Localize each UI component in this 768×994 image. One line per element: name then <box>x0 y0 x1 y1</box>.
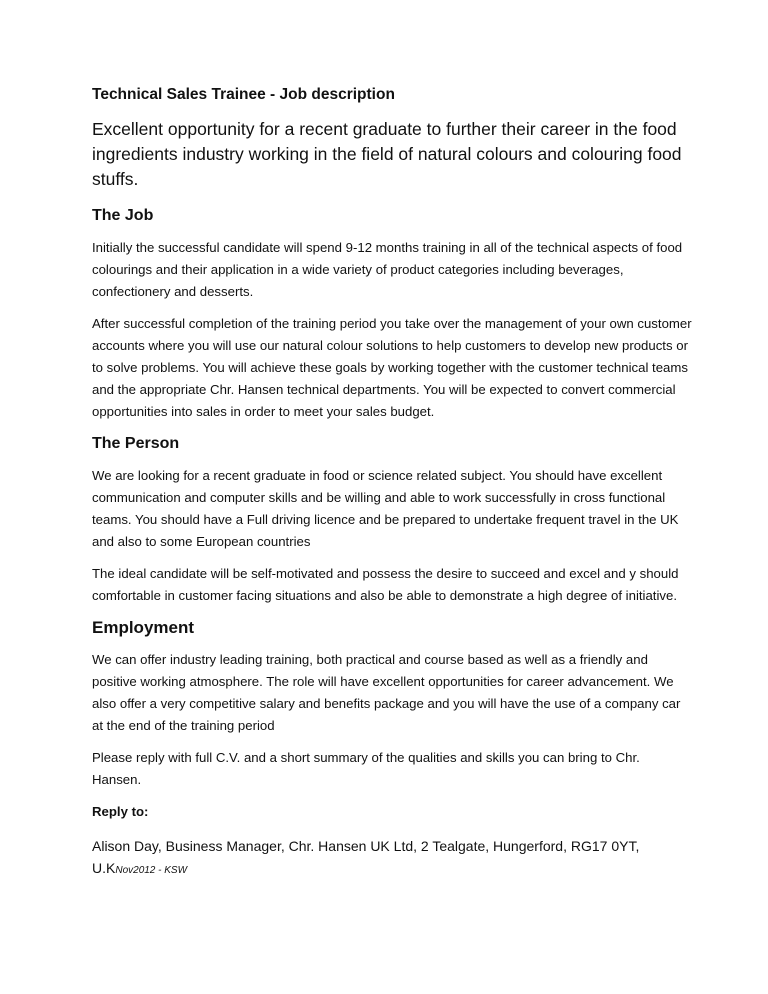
section-heading-job: The Job <box>92 207 154 224</box>
employment-paragraph-1: We can offer industry leading training, both practical and course based as well as a friendly and positive working atmosphere. The role will have excellent opportunities for career advancement. We also offer a very competitive salary and benefits package and you will have the use of a company car at the end of the training period <box>92 652 681 733</box>
person-paragraph-2: The ideal candidate will be self-motivated and possess the desire to succeed and excel and y should comfortable in customer facing situations and also be able to demonstrate a high degree of initiative. <box>92 566 679 603</box>
employment-paragraph-2: Please reply with full C.V. and a short summary of the qualities and skills you can bring to Chr. Hansen. <box>92 750 640 787</box>
reply-address: Alison Day, Business Manager, Chr. Hansen UK Ltd, 2 Tealgate, Hungerford, RG17 0YT, U.K <box>92 838 640 876</box>
document-title: Technical Sales Trainee - Job description <box>92 86 395 103</box>
person-paragraph-1: We are looking for a recent graduate in food or science related subject. You should have excellent communication and computer skills and be willing and able to work successfully in cross functional teams. You should have a Full driving licence and be prepared to undertake frequent travel in the UK and also to some European countries <box>92 468 679 549</box>
section-heading-person: The Person <box>92 435 180 452</box>
job-paragraph-1: Initially the successful candidate will spend 9-12 months training in all of the technical aspects of food colourings and their application in a wide variety of product categories including beverages, confectionery and desserts. <box>92 240 683 299</box>
section-heading-employment: Employment <box>92 618 195 637</box>
reply-address-block <box>92 835 692 882</box>
document-content <box>92 84 692 882</box>
intro-paragraph: Excellent opportunity for a recent graduate to further their career in the food ingredients industry working in the field of natural colours and colouring food stuffs. <box>92 119 682 189</box>
reply-label: Reply to: <box>92 804 149 819</box>
job-paragraph-2: After successful completion of the training period you take over the management of your own customer accounts where you will use our natural colour solutions to help customers to develop new products or to solve problems. You will achieve these goals by working together with the customer technical teams and the appropriate Chr. Hansen technical departments. You will be expected to convert commercial opportunities into sales in order to meet your sales budget. <box>92 316 692 419</box>
footer-note: Nov2012 - KSW <box>115 865 188 876</box>
